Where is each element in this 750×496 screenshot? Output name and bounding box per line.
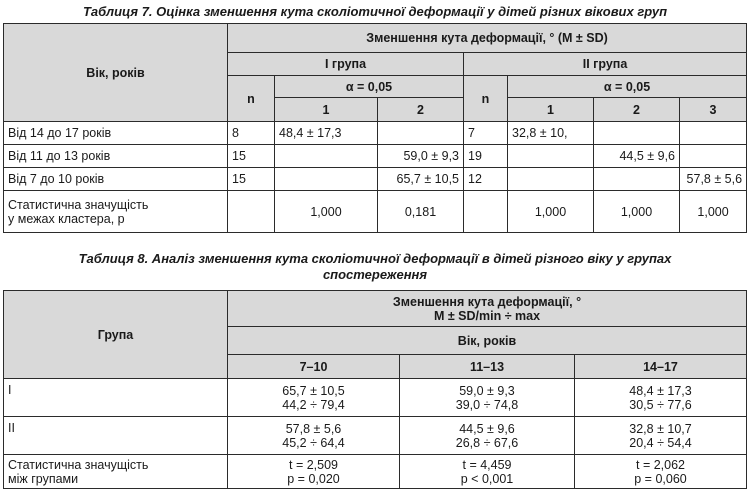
significance-g2c2: 1,000 xyxy=(594,191,680,233)
significance-age-14-17 xyxy=(575,455,747,489)
mean-sd: 65,7 ± 10,5 xyxy=(282,383,345,398)
significance-row xyxy=(4,455,747,489)
significance-n1 xyxy=(228,191,275,233)
p-value: p = 0,060 xyxy=(634,471,687,486)
row-g2c3: 57,8 ± 5,6 xyxy=(680,168,747,191)
row-g2c2: 44,5 ± 9,6 xyxy=(594,145,680,168)
row-g1c2: 65,7 ± 10,5 xyxy=(378,168,464,191)
header-age-11-13: 11–13 xyxy=(400,355,575,379)
header-reduction: Зменшення кута деформації, ° (M ± SD) xyxy=(228,24,747,53)
header-g1c1: 1 xyxy=(275,98,378,122)
header-group2: II група xyxy=(464,53,747,76)
header-n1: n xyxy=(228,76,275,122)
significance-label-line1: Статистична значущість xyxy=(8,457,149,472)
row-age: Від 14 до 17 років xyxy=(4,122,228,145)
row-g2c3 xyxy=(680,122,747,145)
table7-caption: Таблиця 7. Оцінка зменшення кута сколіотичної деформації у дітей різних вікових груп xyxy=(82,4,668,19)
p-value: p = 0,020 xyxy=(287,471,340,486)
min-max: 39,0 ÷ 74,8 xyxy=(455,397,519,412)
row-group: II xyxy=(4,417,228,455)
table-row xyxy=(4,145,747,168)
row-n1: 8 xyxy=(228,122,275,145)
row-g2c1 xyxy=(508,168,594,191)
significance-g1c2: 0,181 xyxy=(378,191,464,233)
significance-label-line2: між групами xyxy=(8,471,79,486)
significance-label-line1: Статистична значущість xyxy=(8,197,149,212)
header-g2c3: 3 xyxy=(680,98,747,122)
header-g2c1: 1 xyxy=(508,98,594,122)
min-max: 44,2 ÷ 79,4 xyxy=(282,397,345,412)
t-value: t = 4,459 xyxy=(462,457,512,472)
header-reduction-line1: Зменшення кута деформації, ° xyxy=(392,294,582,309)
header-age: Вік, років xyxy=(4,24,228,122)
header-g2c2: 2 xyxy=(594,98,680,122)
header-group: Група xyxy=(4,291,228,379)
table7 xyxy=(3,23,747,233)
header-group1: I група xyxy=(228,53,464,76)
table-row xyxy=(4,417,747,455)
row-age-7-10 xyxy=(228,379,400,417)
header-age: Вік, років xyxy=(228,327,747,355)
min-max: 45,2 ÷ 64,4 xyxy=(282,435,345,450)
significance-row xyxy=(4,191,747,233)
significance-age-11-13 xyxy=(400,455,575,489)
row-age: Від 7 до 10 років xyxy=(4,168,228,191)
row-age-7-10 xyxy=(228,417,400,455)
row-g1c1: 48,4 ± 17,3 xyxy=(275,122,378,145)
significance-n2 xyxy=(464,191,508,233)
row-g1c1 xyxy=(275,145,378,168)
row-g1c1 xyxy=(275,168,378,191)
row-age-11-13 xyxy=(400,379,575,417)
header-g1c2: 2 xyxy=(378,98,464,122)
significance-label xyxy=(4,191,228,233)
row-age-14-17 xyxy=(575,379,747,417)
row-g2c2 xyxy=(594,122,680,145)
header-age-14-17: 14–17 xyxy=(575,355,747,379)
min-max: 20,4 ÷ 54,4 xyxy=(629,435,692,450)
header-n2: n xyxy=(464,76,508,122)
row-g2c2 xyxy=(594,168,680,191)
significance-age-7-10 xyxy=(228,455,400,489)
header-reduction xyxy=(228,291,747,327)
t-value: t = 2,509 xyxy=(289,457,338,472)
row-age-11-13 xyxy=(400,417,575,455)
row-g2c1 xyxy=(508,145,594,168)
table-row xyxy=(4,122,747,145)
row-age: Від 11 до 13 років xyxy=(4,145,228,168)
header-alpha1: α = 0,05 xyxy=(275,76,464,98)
p-value: p < 0,001 xyxy=(460,471,514,486)
row-g2c1: 32,8 ± 10, xyxy=(508,122,594,145)
significance-g1c1: 1,000 xyxy=(275,191,378,233)
row-g2c3 xyxy=(680,145,747,168)
row-n2: 12 xyxy=(464,168,508,191)
header-reduction-line2: M ± SD/min ÷ max xyxy=(433,308,541,323)
min-max: 26,8 ÷ 67,6 xyxy=(455,435,519,450)
significance-label xyxy=(4,455,228,489)
row-group: I xyxy=(4,379,228,417)
row-g1c2 xyxy=(378,122,464,145)
table8-caption-line2: спостереження xyxy=(322,267,428,282)
significance-g2c3: 1,000 xyxy=(680,191,747,233)
table8-caption xyxy=(0,251,750,283)
mean-sd: 48,4 ± 17,3 xyxy=(629,383,692,398)
header-alpha2: α = 0,05 xyxy=(508,76,747,98)
mean-sd: 32,8 ± 10,7 xyxy=(629,421,692,436)
min-max: 30,5 ÷ 77,6 xyxy=(629,397,692,412)
t-value: t = 2,062 xyxy=(636,457,685,472)
table-row xyxy=(4,168,747,191)
mean-sd: 57,8 ± 5,6 xyxy=(285,421,342,436)
row-age-14-17 xyxy=(575,417,747,455)
row-n1: 15 xyxy=(228,168,275,191)
row-n1: 15 xyxy=(228,145,275,168)
table8 xyxy=(3,290,747,489)
row-g1c2: 59,0 ± 9,3 xyxy=(378,145,464,168)
table8-caption-line1: Таблиця 8. Аналіз зменшення кута сколіотичної деформації в дітей різного віку у групах xyxy=(78,251,672,266)
table-row xyxy=(4,379,747,417)
row-n2: 7 xyxy=(464,122,508,145)
mean-sd: 44,5 ± 9,6 xyxy=(459,421,515,436)
mean-sd: 59,0 ± 9,3 xyxy=(459,383,515,398)
row-n2: 19 xyxy=(464,145,508,168)
header-age-7-10: 7–10 xyxy=(228,355,400,379)
significance-g2c1: 1,000 xyxy=(508,191,594,233)
significance-label-line2: у межах кластера, p xyxy=(8,211,125,226)
